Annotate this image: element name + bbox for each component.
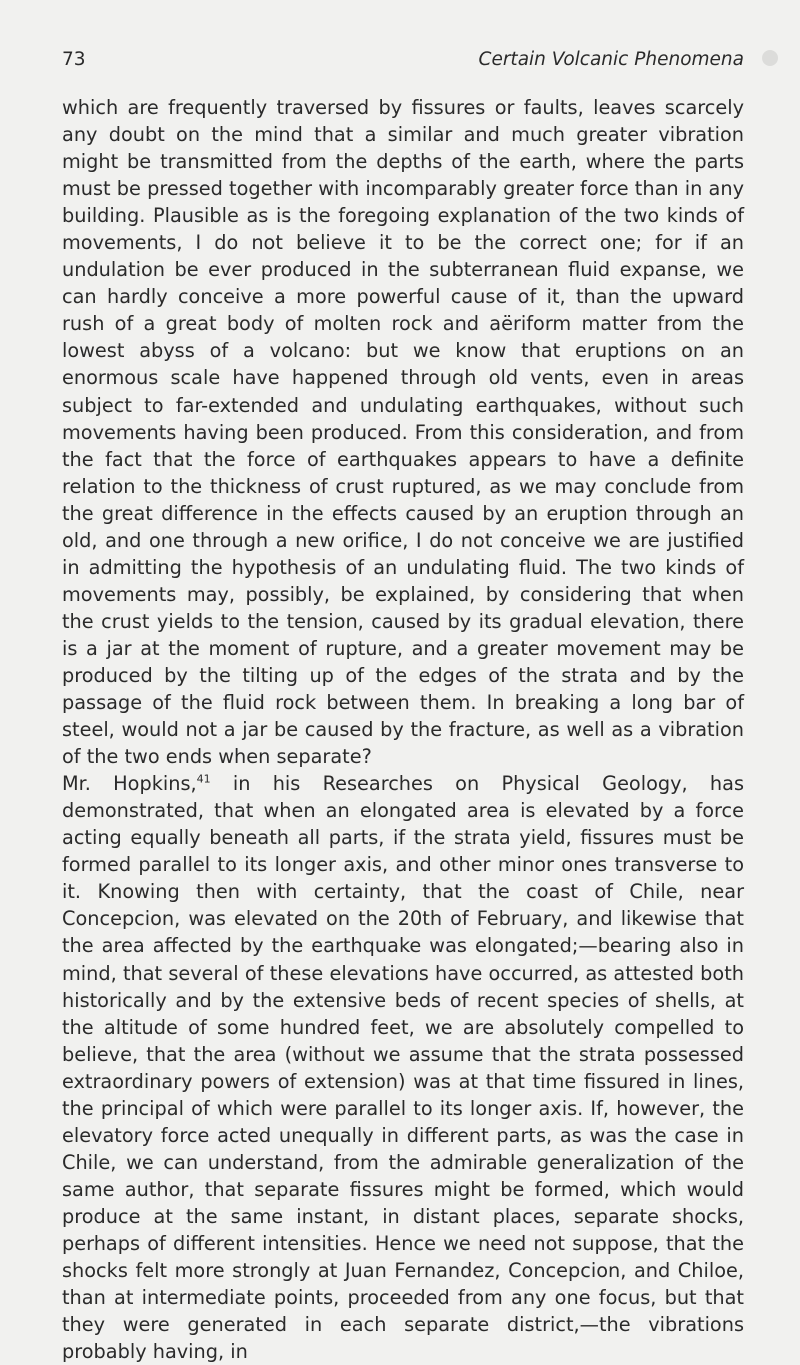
footnote-ref-41[interactable]: 41 (196, 772, 211, 786)
running-title: Certain Volcanic Phenomena (478, 49, 744, 70)
body-text (62, 94, 744, 1365)
paragraph-2 (62, 770, 744, 1365)
page-header (62, 46, 744, 74)
page-blemish (762, 50, 778, 66)
paragraph-2-lead: Mr. Hopkins, (62, 772, 197, 796)
paragraph-1: which are frequently traversed by fissures or faults, leaves scarcely any doubt on the mind that a similar and much greater vibration might be transmitted from the depths of the earth, where the parts must be pressed together with incomparably greater force than in any building. Plausible as is the foregoing explanation of the two kinds of movements, I do not believe it to be the correct one; for if an undulation be ever produced in the subterranean fluid expanse, we can hardly conceive a more powerful cause of it, than the upward rush of a great body of molten rock and aëriform matter from the lowest abyss of a volcano: but we know that eruptions on an enormous scale have happened through old vents, even in areas subject to far-extended and undulating earthquakes, without such movements having been produced. From this consideration, and from the fact that the force of earthquakes appears to have a definite relation to the thickness of crust ruptured, as we may conclude from the great difference in the effects caused by an eruption through an old, and one through a new orifice, I do not conceive we are justified in admitting the hypothesis of an undulating fluid. The two kinds of movements may, possibly, be explained, by considering that when the crust yields to the tension, caused by its gradual elevation, there is a jar at the moment of rupture, and a greater movement may be produced by the tilting up of the edges of the strata and by the passage of the fluid rock between them. In breaking a long bar of steel, would not a jar be caused by the fracture, as well as a vibration of the two ends when separate? (62, 96, 744, 769)
paragraph-2-rest: in his Researches on Physical Geology, has demonstrated, that when an elongated area is elevated by a force acting equally beneath all parts, if the strata yield, fissures must be formed parallel to its longer axis, and other minor ones transverse to it. Knowing then with certainty, that the coast of Chile, near Concepcion, was elevated on the 20th of February, and likewise that the area affected by the earthquake was elongated;—bearing also in mind, that several of these elevations have occurred, as attested both historically and by the extensive beds of recent species of shells, at the altitude of some hundred feet, we are absolutely compelled to believe, that the area (without we assume that the strata possessed extraordinary powers of extension) was at that time fissured in lines, the principal of which were parallel to its longer axis. If, however, the elevatory force acted unequally in different parts, as was the case in Chile, we can understand, from the admirable generalization of the same author, that separate fissures might be formed, which would produce at the same instant, in distant places, separate shocks, perhaps of different intensities. Hence we need not suppose, that the shocks felt more strongly at Juan Fernandez, Concepcion, and Chiloe, than at intermediate points, proceeded from any one focus, but that they were generated in each separate district,—the vibrations probably having, in (62, 772, 744, 1364)
page-number: 73 (62, 49, 86, 70)
